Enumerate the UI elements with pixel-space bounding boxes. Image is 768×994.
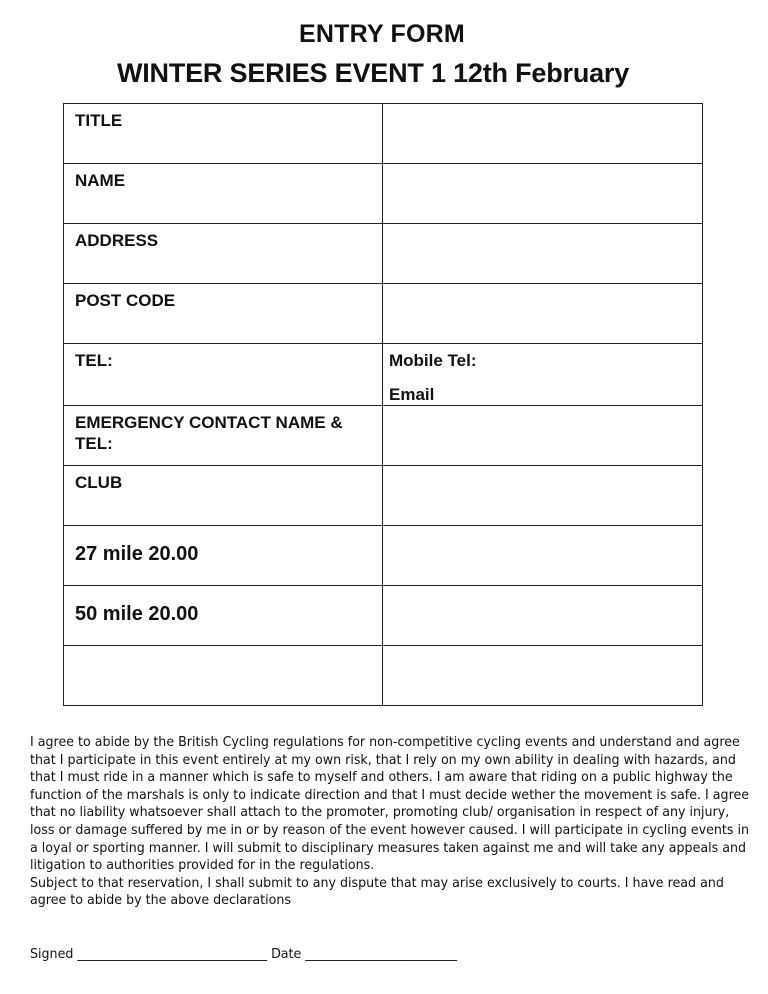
signature-line	[30, 945, 457, 963]
declaration-text	[30, 734, 752, 910]
signed-label: Signed	[30, 946, 74, 962]
declaration-paragraph: Subject to that reservation, I shall submit to any dispute that may arise exclusively to courts. I have read and agree to abide by the above declarations	[30, 874, 724, 909]
table-row	[64, 344, 703, 406]
field-input-address[interactable]	[383, 224, 703, 284]
field-label-tel: TEL:	[64, 344, 383, 406]
field-input-name[interactable]	[383, 164, 703, 224]
email-label: Email	[389, 385, 435, 404]
field-label-empty	[64, 646, 383, 706]
declaration-paragraph: I agree to abide by the British Cycling regulations for non-competitive cycling events and understand and agree that I participate in this event entirely at my own risk, that I rely on my own ability in dealing with hazards, and that I must ride in a manner which is safe to myself and others. I am aware that riding on a public highway the function of the marshals is only to indicate direction and that I must decide wether the movement is safe. I agree that no liability whatsoever shall attach to the promoter, promoting club/ organisation in respect of any injury, loss or damage suffered by me in or by reason of the event however caused. I will participate in cycling events in a loyal or sporting manner. I will submit to disciplinary measures taken against me and will take any appeals and litigation to authorities provided for in the regulations.	[30, 734, 750, 874]
field-input-50-mile[interactable]	[383, 586, 703, 646]
field-input-empty[interactable]	[383, 646, 703, 706]
mobile-tel-label: Mobile Tel:	[389, 351, 477, 370]
field-label-post-code: POST CODE	[64, 284, 383, 344]
table-row	[64, 526, 703, 586]
table-row	[64, 406, 703, 466]
entry-form-table	[63, 103, 703, 706]
signed-blank[interactable]: ______________________________	[77, 946, 268, 962]
field-input-emergency-contact[interactable]	[383, 406, 703, 466]
date-blank[interactable]: ________________________	[305, 946, 458, 962]
form-title: ENTRY FORM	[299, 20, 465, 48]
field-input-title[interactable]	[383, 104, 703, 164]
field-input-27-mile[interactable]	[383, 526, 703, 586]
table-row	[64, 104, 703, 164]
field-label-address: ADDRESS	[64, 224, 383, 284]
table-row	[64, 224, 703, 284]
table-row	[64, 646, 703, 706]
field-label-title: TITLE	[64, 104, 383, 164]
field-input-mobile-email[interactable]	[383, 344, 703, 406]
table-row	[64, 164, 703, 224]
table-row	[64, 466, 703, 526]
field-input-post-code[interactable]	[383, 284, 703, 344]
event-title: WINTER SERIES EVENT 1 12th February	[116, 58, 630, 88]
table-row	[64, 284, 703, 344]
field-input-club[interactable]	[383, 466, 703, 526]
date-label: Date	[271, 946, 302, 962]
field-label-50-mile: 50 mile 20.00	[64, 586, 383, 646]
field-label-emergency-contact: EMERGENCY CONTACT NAME & TEL:	[64, 406, 383, 466]
table-row	[64, 586, 703, 646]
field-label-27-mile: 27 mile 20.00	[64, 526, 383, 586]
field-label-name: NAME	[64, 164, 383, 224]
field-label-club: CLUB	[64, 466, 383, 526]
